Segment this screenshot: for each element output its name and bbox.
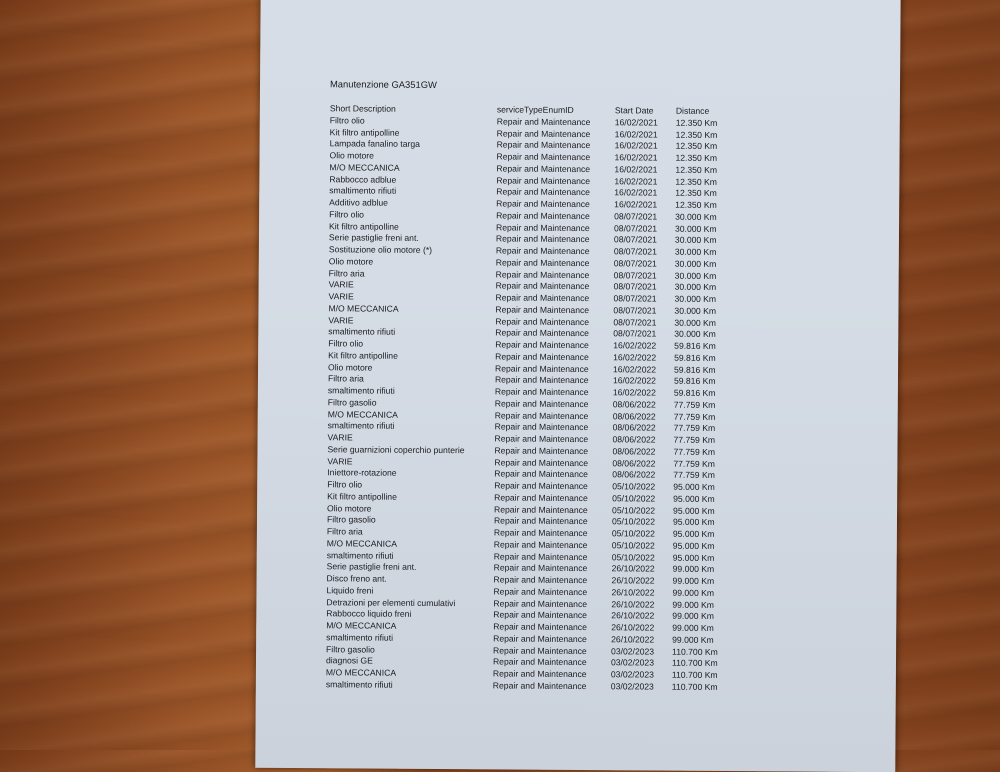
row-distance: 110.700 Km: [671, 657, 718, 669]
row-distance: 12.350 Km: [675, 152, 718, 163]
row-distance: 59.816 Km: [674, 352, 716, 363]
row-short-description: Filtro gasolio: [326, 643, 375, 655]
row-service-type: Repair and Maintenance: [495, 292, 590, 304]
row-short-description: Filtro aria: [326, 526, 363, 537]
row-service-type: Repair and Maintenance: [495, 233, 590, 245]
row-short-description: Detrazioni per elementi cumulativi: [326, 596, 456, 608]
row-distance: 30.000 Km: [674, 328, 716, 340]
row-service-type: Repair and Maintenance: [494, 421, 589, 433]
paper-sheet: [255, 0, 900, 772]
row-service-type: Repair and Maintenance: [496, 198, 590, 210]
row-distance: 12.350 Km: [675, 164, 718, 175]
row-short-description: Filtro olio: [329, 115, 365, 126]
row-start-date: 16/02/2021: [614, 140, 658, 151]
row-service-type: Repair and Maintenance: [494, 456, 589, 468]
row-distance: 12.350 Km: [675, 176, 717, 187]
row-distance: 30.000 Km: [674, 305, 717, 316]
row-service-type: Repair and Maintenance: [493, 586, 588, 597]
row-start-date: 16/02/2021: [614, 117, 658, 128]
row-short-description: M/O MECCANICA: [325, 667, 397, 678]
row-short-description: smaltimento rifiuti: [328, 326, 396, 337]
row-short-description: Kit filtro antipolline: [327, 491, 397, 502]
row-distance: 77.759 Km: [673, 458, 715, 469]
table-body: [326, 115, 850, 694]
row-short-description: Filtro olio: [327, 479, 363, 490]
row-short-description: M/O MECCANICA: [327, 408, 398, 420]
row-short-description: Olio motore: [328, 256, 374, 267]
row-service-type: Repair and Maintenance: [496, 163, 591, 174]
row-service-type: Repair and Maintenance: [496, 186, 590, 198]
row-distance: 30.000 Km: [674, 246, 717, 257]
row-service-type: Repair and Maintenance: [494, 468, 588, 480]
row-distance: 59.816 Km: [674, 364, 716, 375]
row-distance: 99.000 Km: [672, 575, 715, 586]
row-service-type: Repair and Maintenance: [494, 492, 588, 503]
row-start-date: 05/10/2022: [612, 492, 656, 504]
row-distance: 110.700 Km: [672, 646, 718, 657]
row-short-description: M/O MECCANICA: [329, 162, 400, 173]
row-distance: 95.000 Km: [673, 505, 715, 516]
row-short-description: Olio motore: [329, 150, 374, 161]
row-distance: 59.816 Km: [673, 387, 716, 398]
row-start-date: 26/10/2022: [611, 598, 655, 610]
row-service-type: Repair and Maintenance: [495, 327, 589, 339]
row-start-date: 16/02/2021: [614, 152, 658, 163]
row-service-type: Repair and Maintenance: [496, 174, 591, 186]
row-short-description: Kit filtro antipolline: [329, 220, 399, 232]
row-distance: 12.350 Km: [675, 199, 717, 210]
row-short-description: Kit filtro antipolline: [328, 350, 398, 361]
row-start-date: 16/02/2021: [614, 175, 658, 187]
row-short-description: smaltimento rifiuti: [326, 549, 394, 561]
row-distance: 30.000 Km: [674, 234, 717, 246]
row-start-date: 16/02/2021: [614, 163, 658, 175]
row-start-date: 16/02/2022: [613, 340, 657, 351]
row-short-description: Kit filtro antipolline: [329, 126, 400, 138]
row-short-description: Filtro olio: [328, 338, 364, 349]
row-start-date: 08/07/2021: [613, 293, 657, 304]
row-service-type: Repair and Maintenance: [493, 609, 587, 621]
row-service-type: Repair and Maintenance: [493, 621, 587, 633]
row-distance: 59.816 Km: [674, 340, 716, 351]
row-start-date: 05/10/2022: [612, 504, 656, 516]
document-title: Manutenzione GA351GW: [329, 78, 437, 91]
row-service-type: Repair and Maintenance: [492, 668, 587, 680]
row-service-type: Repair and Maintenance: [496, 139, 591, 151]
row-distance: 95.000 Km: [672, 528, 715, 539]
row-distance: 99.000 Km: [672, 563, 715, 575]
row-start-date: 16/02/2021: [614, 187, 658, 198]
row-service-type: Repair and Maintenance: [492, 656, 587, 668]
row-start-date: 05/10/2022: [611, 528, 655, 539]
row-distance: 30.000 Km: [675, 211, 717, 222]
row-start-date: 03/02/2023: [610, 680, 654, 692]
row-short-description: Rabbocco adblue: [329, 173, 397, 185]
row-short-description: Olio motore: [328, 361, 373, 373]
row-short-description: VARIE: [328, 291, 354, 302]
row-service-type: Repair and Maintenance: [495, 351, 589, 362]
row-service-type: Repair and Maintenance: [496, 127, 591, 139]
row-service-type: Repair and Maintenance: [495, 339, 589, 351]
row-short-description: smaltimento rifiuti: [326, 631, 394, 643]
row-distance: 99.000 Km: [672, 622, 714, 633]
row-short-description: Liquido freni: [326, 584, 374, 596]
maintenance-document: [326, 78, 850, 694]
row-service-type: Repair and Maintenance: [493, 527, 588, 539]
row-distance: 110.700 Km: [671, 681, 718, 692]
row-service-type: Repair and Maintenance: [494, 374, 589, 386]
row-distance: 77.759 Km: [673, 446, 716, 457]
row-short-description: VARIE: [328, 314, 354, 325]
row-service-type: Repair and Maintenance: [493, 574, 588, 586]
row-short-description: Serie pastiglie freni ant.: [326, 561, 417, 573]
row-start-date: 03/02/2023: [610, 669, 654, 680]
row-service-type: Repair and Maintenance: [495, 245, 590, 257]
row-service-type: Repair and Maintenance: [495, 257, 590, 268]
row-distance: 30.000 Km: [674, 293, 717, 304]
row-short-description: Sostituzione olio motore (*): [328, 244, 433, 255]
row-distance: 99.000 Km: [672, 599, 715, 610]
row-short-description: M/O MECCANICA: [328, 303, 399, 314]
row-start-date: 16/02/2022: [612, 375, 657, 386]
row-distance: 77.759 Km: [673, 434, 716, 445]
row-service-type: Repair and Maintenance: [493, 633, 587, 644]
row-short-description: Olio motore: [327, 502, 372, 514]
row-start-date: 08/06/2022: [612, 434, 656, 445]
row-service-type: Repair and Maintenance: [494, 386, 589, 398]
row-short-description: VARIE: [327, 432, 353, 443]
row-service-type: Repair and Maintenance: [493, 539, 588, 550]
row-start-date: 08/06/2022: [612, 457, 656, 469]
row-start-date: 08/06/2022: [612, 398, 656, 410]
row-short-description: Filtro olio: [329, 209, 365, 220]
row-start-date: 16/02/2022: [613, 351, 657, 363]
row-start-date: 26/10/2022: [611, 575, 655, 586]
row-short-description: smaltimento rifiuti: [327, 420, 395, 431]
row-distance: 95.000 Km: [672, 552, 715, 563]
row-service-type: Repair and Maintenance: [493, 597, 588, 609]
row-start-date: 16/02/2021: [614, 199, 658, 210]
row-distance: 77.759 Km: [673, 469, 715, 481]
row-short-description: VARIE: [327, 455, 353, 466]
row-start-date: 16/02/2022: [613, 363, 657, 375]
row-start-date: 08/06/2022: [612, 410, 656, 422]
row-start-date: 03/02/2023: [610, 657, 655, 668]
row-distance: 12.350 Km: [675, 117, 718, 128]
row-start-date: 16/02/2022: [612, 387, 656, 398]
row-start-date: 08/07/2021: [613, 316, 657, 328]
row-distance: 30.000 Km: [674, 317, 716, 328]
row-short-description: Lampada fanalino targa: [329, 138, 420, 150]
row-service-type: Repair and Maintenance: [495, 362, 589, 374]
row-service-type: Repair and Maintenance: [495, 315, 590, 327]
row-start-date: 08/07/2021: [613, 257, 657, 269]
row-start-date: 16/02/2021: [614, 128, 658, 140]
column-header-short-description: Short Description: [329, 103, 396, 114]
row-distance: 99.000 Km: [672, 634, 714, 645]
column-header-start-date: Start Date: [614, 105, 654, 116]
row-distance: 99.000 Km: [672, 587, 715, 598]
row-start-date: 05/10/2022: [611, 539, 655, 551]
row-service-type: Repair and Maintenance: [494, 398, 589, 409]
row-short-description: smaltimento rifiuti: [325, 678, 393, 690]
row-short-description: Filtro gasolio: [327, 397, 377, 408]
row-start-date: 08/06/2022: [612, 469, 656, 480]
row-distance: 30.000 Km: [674, 258, 717, 269]
row-start-date: 08/07/2021: [613, 281, 657, 292]
row-service-type: Repair and Maintenance: [495, 280, 590, 292]
row-start-date: 03/02/2023: [611, 645, 655, 657]
row-start-date: 08/07/2021: [613, 304, 657, 316]
row-short-description: smaltimento rifiuti: [329, 185, 397, 196]
row-short-description: Filtro aria: [327, 373, 364, 384]
row-start-date: 08/07/2021: [613, 234, 657, 245]
row-distance: 30.000 Km: [674, 223, 717, 234]
row-service-type: Repair and Maintenance: [496, 116, 591, 127]
column-header-distance: Distance: [675, 105, 710, 116]
row-distance: 30.000 Km: [674, 281, 717, 293]
row-short-description: Serie pastiglie freni ant.: [328, 232, 419, 244]
row-start-date: 08/07/2021: [613, 222, 658, 234]
row-start-date: 05/10/2022: [611, 516, 656, 527]
row-distance: 77.759 Km: [673, 422, 716, 434]
row-service-type: Repair and Maintenance: [494, 480, 588, 492]
row-short-description: Iniettore-rotazione: [327, 467, 397, 478]
column-header-service-type: serviceTypeEnumID: [496, 104, 574, 115]
row-distance: 99.000 Km: [672, 610, 714, 622]
row-start-date: 08/07/2021: [614, 210, 658, 222]
row-service-type: Repair and Maintenance: [493, 644, 587, 656]
row-service-type: Repair and Maintenance: [494, 445, 589, 456]
row-distance: 30.000 Km: [674, 270, 717, 281]
row-distance: 12.350 Km: [675, 129, 718, 140]
row-start-date: 26/10/2022: [611, 586, 655, 598]
row-short-description: M/O MECCANICA: [326, 538, 398, 549]
row-service-type: Repair and Maintenance: [493, 550, 588, 562]
row-short-description: Rabbocco liquido freni: [326, 608, 412, 620]
row-service-type: Repair and Maintenance: [496, 210, 590, 221]
row-service-type: Repair and Maintenance: [496, 151, 591, 163]
row-short-description: Disco freno ant.: [326, 573, 387, 584]
row-short-description: diagnosi GE: [325, 655, 373, 666]
row-service-type: Repair and Maintenance: [494, 433, 589, 445]
row-start-date: 26/10/2022: [611, 563, 655, 574]
row-service-type: Repair and Maintenance: [494, 409, 589, 421]
row-distance: 59.816 Km: [673, 375, 716, 387]
row-short-description: smaltimento rifiuti: [327, 385, 395, 396]
row-distance: 95.000 Km: [672, 516, 715, 528]
row-start-date: 05/10/2022: [611, 551, 655, 563]
row-start-date: 08/06/2022: [612, 445, 656, 457]
row-start-date: 05/10/2022: [612, 481, 656, 492]
row-start-date: 08/07/2021: [613, 328, 657, 339]
row-service-type: Repair and Maintenance: [495, 268, 590, 280]
row-start-date: 26/10/2022: [611, 622, 655, 633]
row-short-description: M/O MECCANICA: [326, 620, 397, 631]
row-distance: 12.350 Km: [675, 187, 717, 199]
row-short-description: Filtro aria: [328, 267, 365, 279]
row-service-type: Repair and Maintenance: [492, 680, 587, 691]
row-distance: 95.000 Km: [673, 493, 715, 504]
row-service-type: Repair and Maintenance: [493, 515, 588, 527]
row-start-date: 08/07/2021: [613, 269, 657, 281]
row-short-description: VARIE: [328, 279, 354, 290]
table-row: [326, 679, 846, 694]
row-service-type: Repair and Maintenance: [494, 503, 588, 515]
row-service-type: Repair and Maintenance: [495, 221, 590, 233]
row-short-description: Filtro gasolio: [326, 514, 376, 525]
row-start-date: 26/10/2022: [611, 610, 655, 621]
row-service-type: Repair and Maintenance: [495, 304, 590, 315]
row-distance: 95.000 Km: [672, 540, 715, 551]
row-start-date: 26/10/2022: [611, 633, 655, 645]
row-start-date: 08/07/2021: [613, 246, 657, 257]
row-distance: 77.759 Km: [673, 411, 716, 422]
row-short-description: Additivo adblue: [329, 197, 389, 208]
row-service-type: Repair and Maintenance: [493, 562, 588, 574]
row-distance: 110.700 Km: [671, 669, 718, 680]
row-distance: 95.000 Km: [673, 481, 715, 492]
row-start-date: 08/06/2022: [612, 422, 656, 433]
row-short-description: Serie guarnizioni coperchio punterie: [327, 444, 465, 455]
row-distance: 12.350 Km: [675, 140, 718, 152]
row-distance: 77.759 Km: [673, 399, 716, 410]
